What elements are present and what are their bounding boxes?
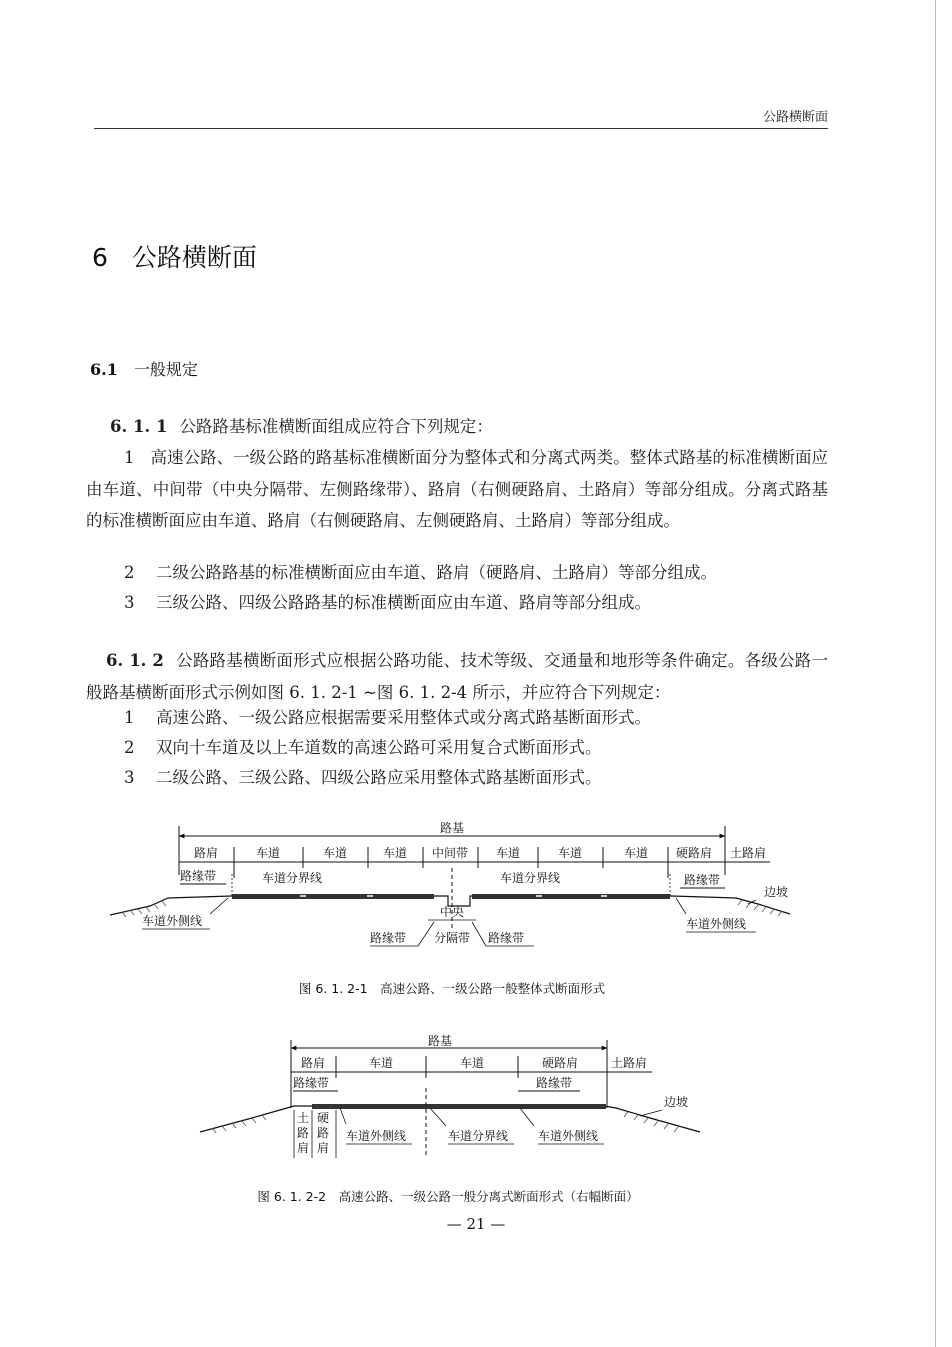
fig1-seg-2: 车道 — [322, 846, 348, 860]
item-text: 二级公路、三级公路、四级公路应采用整体式路基断面形式。 — [156, 768, 602, 787]
section-name: 一般规定 — [133, 360, 198, 379]
item-text: 高速公路、一级公路应根据需要采用整体式或分离式路基断面形式。 — [156, 708, 651, 727]
fig1-seg-8: 硬路肩 — [675, 846, 713, 860]
fig2-soil-shoulder-1: 土 — [297, 1111, 310, 1125]
item-number: 3 — [124, 768, 135, 787]
fig2-caption: 图 6. 1. 2-2 高速公路、一级公路一般分离式断面形式（右幅断面） — [257, 1189, 639, 1204]
fig2-roadbed-label: 路基 — [427, 1034, 453, 1048]
section-number: 6.1 — [90, 360, 118, 379]
running-head: 公路横断面 — [762, 110, 828, 125]
fig1-seg-6: 车道 — [557, 846, 583, 860]
fig2-hard-shoulder-1: 硬 — [317, 1111, 330, 1125]
fig1-seg-5: 车道 — [495, 846, 521, 860]
item-text: 三级公路、四级公路路基的标准横断面应由车道、路肩等部分组成。 — [156, 593, 651, 612]
fig1-median-edge-left: 路缘带 — [370, 931, 407, 945]
fig1-seg-3: 车道 — [382, 846, 408, 860]
fig2-seg-2: 车道 — [459, 1056, 485, 1070]
fig2-outer-edge-left: 车道外侧线 — [346, 1129, 407, 1143]
fig2-seg-0: 路肩 — [300, 1056, 326, 1070]
fig1-outer-edge-right: 车道外侧线 — [686, 917, 747, 931]
fig1-seg-7: 车道 — [623, 846, 649, 860]
fig2-outer-right: 土路肩 — [611, 1056, 648, 1070]
page-number: — 21 — — [446, 1215, 506, 1233]
item-number: 2 — [124, 563, 135, 582]
fig1-roadbed-label: 路基 — [439, 821, 465, 835]
clause-612-number: 6. 1. 2 — [106, 651, 164, 670]
fig2-seg-1: 车道 — [368, 1056, 394, 1070]
item-number: 3 — [124, 593, 135, 612]
fig2-outer-edge-right: 车道外侧线 — [538, 1129, 599, 1143]
fig2-soil-shoulder-3: 肩 — [297, 1141, 310, 1155]
chapter-name: 公路横断面 — [131, 243, 257, 272]
fig1-slope: 边坡 — [764, 885, 789, 899]
fig1-lane-line-left: 车道分界线 — [262, 871, 323, 885]
fig2-soil-shoulder-2: 路 — [297, 1126, 310, 1140]
fig1-median-top: 中央 — [439, 905, 465, 919]
fig2-slope: 边坡 — [664, 1095, 689, 1109]
clause-612-text: 公路路基横断面形式应根据公路功能、技术等级、交通量和地形等条件确定。各级公路一般路基横断面形式示例如图 6. 1. 2-1 ~图 6. 1. 2-4 所示，并应符合下列规定： — [86, 651, 829, 702]
fig2-lane-line: 车道分界线 — [448, 1129, 509, 1143]
item-number: 1 — [124, 448, 135, 467]
item-number: 1 — [124, 708, 135, 727]
item-number: 2 — [124, 738, 135, 757]
fig1-lane-line-right: 车道分界线 — [500, 871, 561, 885]
fig1-outer-edge-left: 车道外侧线 — [142, 914, 203, 928]
item-text: 高速公路、一级公路的路基标准横断面分为整体式和分离式两类。整体式路基的标准横断面应由车道、中间带（中央分隔带、左侧路缘带）、路肩（右侧硬路肩、土路肩）等部分组成。分离式路基的标准横断面应由车道、路肩（右侧硬路肩、左侧硬路肩、土路肩）等部分组成。 — [86, 448, 828, 530]
item-text: 二级公路路基的标准横断面应由车道、路肩（硬路肩、土路肩）等部分组成。 — [156, 563, 717, 582]
fig1-edge-strip-left: 路缘带 — [180, 869, 217, 883]
fig1-outer-right: 土路肩 — [730, 846, 767, 860]
fig2-hard-shoulder-2: 路 — [317, 1126, 330, 1140]
fig1-median-edge-right: 路缘带 — [488, 931, 525, 945]
fig1-edge-strip-right: 路缘带 — [684, 873, 721, 887]
fig1-seg-0: 路肩 — [193, 846, 219, 860]
fig1-seg-1: 车道 — [255, 846, 281, 860]
clause-611-text: 公路路基标准横断面组成应符合下列规定： — [179, 417, 493, 436]
fig2-edge-strip-left: 路缘带 — [293, 1076, 330, 1090]
fig1-caption: 图 6. 1. 2-1 高速公路、一级公路一般整体式断面形式 — [298, 981, 606, 996]
fig1-median-bottom: 分隔带 — [433, 931, 471, 945]
chapter-number: 6 — [92, 243, 108, 272]
fig1-seg-4: 中间带 — [431, 846, 469, 860]
fig2-hard-shoulder-3: 肩 — [317, 1141, 330, 1155]
fig2-edge-strip-right: 路缘带 — [536, 1076, 573, 1090]
item-text: 双向十车道及以上车道数的高速公路可采用复合式断面形式。 — [156, 738, 602, 757]
clause-611-number: 6. 1. 1 — [110, 417, 168, 436]
fig2-seg-3: 硬路肩 — [541, 1056, 579, 1070]
